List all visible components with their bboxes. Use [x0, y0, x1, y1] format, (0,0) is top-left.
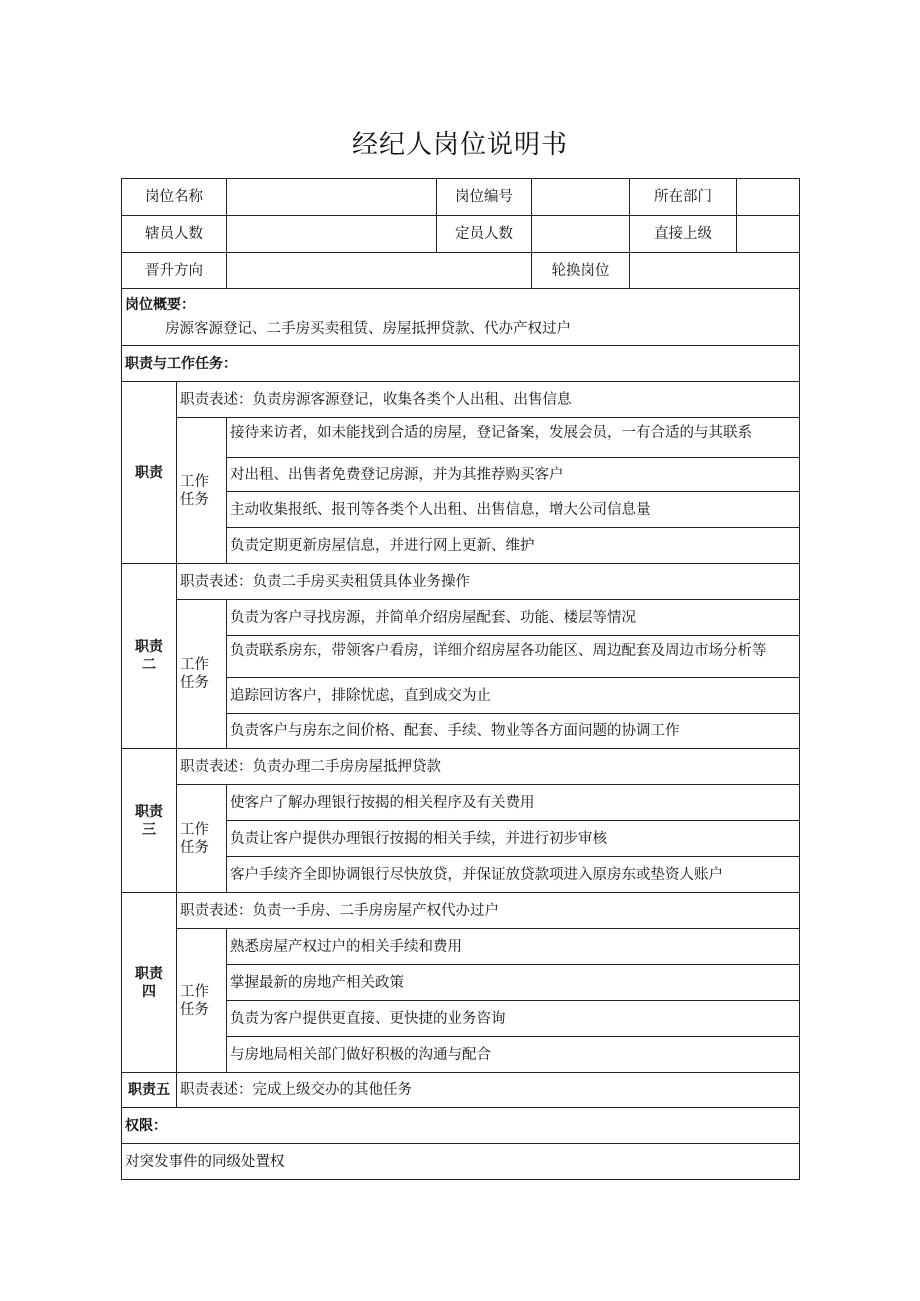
duty-2-task-label: 工作 任务 — [177, 600, 227, 749]
subordinates-label: 辖员人数 — [122, 216, 227, 253]
headcount-value[interactable] — [532, 216, 630, 253]
duty-2-task-2: 负责联系房东，带领客户看房，详细介绍房屋各功能区、周边配套及周边市场分析等 — [227, 636, 800, 678]
overview-row — [122, 289, 800, 346]
duty-3-label: 职责 三 — [122, 749, 177, 893]
duty-5-label: 职责五 — [122, 1073, 177, 1108]
promotion-value[interactable] — [227, 253, 532, 289]
rotation-label: 轮换岗位 — [532, 253, 630, 289]
promotion-label: 晋升方向 — [122, 253, 227, 289]
duty-4-statement-row — [122, 893, 800, 929]
duties-heading: 职责与工作任务： — [122, 346, 800, 382]
duty-4-task-4: 与房地局相关部门做好积极的沟通与配合 — [227, 1037, 800, 1073]
authority-heading-row — [122, 1108, 800, 1144]
duty-1-label: 职责 — [122, 382, 177, 564]
authority-row — [122, 1144, 800, 1180]
duty-2-task-1: 负责为客户寻找房源，并简单介绍房屋配套、功能、楼层等情况 — [227, 600, 800, 636]
authority-label: 权限： — [122, 1108, 800, 1144]
duty-1-task-4: 负责定期更新房屋信息，并进行网上更新、维护 — [227, 528, 800, 564]
header-row-1 — [122, 179, 800, 216]
duty-4-task-label: 工作 任务 — [177, 929, 227, 1073]
department-value[interactable] — [737, 179, 799, 215]
position-name-value[interactable] — [227, 179, 437, 216]
headcount-label: 定员人数 — [437, 216, 532, 253]
duty-3-task-2: 负责让客户提供办理银行按揭的相关手续，并进行初步审核 — [227, 821, 800, 857]
authority-text: 对突发事件的同级处置权 — [122, 1144, 800, 1180]
position-no-label: 岗位编号 — [437, 179, 532, 216]
duty-5-row — [122, 1073, 800, 1108]
supervisor-value[interactable] — [737, 216, 799, 252]
header-row-3 — [122, 253, 800, 289]
duty-2-statement: 职责表述：负责二手房买卖租赁具体业务操作 — [177, 564, 800, 600]
duty-3-task-1: 使客户了解办理银行按揭的相关程序及有关费用 — [227, 785, 800, 821]
position-no-value[interactable] — [532, 179, 630, 216]
duty-1-task-row — [122, 418, 800, 458]
position-name-label: 岗位名称 — [122, 179, 227, 216]
header-row-2 — [122, 216, 800, 253]
duty-4-task-2: 掌握最新的房地产相关政策 — [227, 965, 800, 1001]
duty-3-task-label: 工作 任务 — [177, 785, 227, 893]
duty-1-task-2: 对出租、出售者免费登记房源，并为其推荐购买客户 — [227, 458, 800, 492]
duties-heading-row — [122, 346, 800, 382]
subordinates-value[interactable] — [227, 216, 437, 253]
duty-3-statement: 职责表述：负责办理二手房房屋抵押贷款 — [177, 749, 800, 785]
duty-2-statement-row — [122, 564, 800, 600]
duty-3-task-row — [122, 785, 800, 821]
duty-2-task-row — [122, 600, 800, 636]
duty-4-statement: 职责表述：负责一手房、二手房房屋产权代办过户 — [177, 893, 800, 929]
overview-label: 岗位概要： — [125, 297, 195, 313]
supervisor-label: 直接上级 — [630, 216, 737, 252]
duty-1-task-1: 接待来访者，如未能找到合适的房屋，登记备案，发展会员，一有合适的与其联系 — [227, 418, 800, 458]
duty-3-task-3: 客户手续齐全即协调银行尽快放贷，并保证放贷款项进入原房东或垫资人账户 — [227, 857, 800, 893]
duty-1-task-3: 主动收集报纸、报刊等各类个人出租、出售信息，增大公司信息量 — [227, 492, 800, 528]
department-label: 所在部门 — [630, 179, 737, 215]
duty-1-task-label: 工作 任务 — [177, 418, 227, 564]
duty-4-task-3: 负责为客户提供更直接、更快捷的业务咨询 — [227, 1001, 800, 1037]
duty-2-task-4: 负责客户与房东之间价格、配套、手续、物业等各方面问题的协调工作 — [227, 714, 800, 749]
overview-text: 房源客源登记、二手房买卖租赁、房屋抵押贷款、代办产权过户 — [165, 321, 571, 337]
duty-2-task-3: 追踪回访客户，排除忧虑，直到成交为止 — [227, 678, 800, 714]
rotation-value[interactable] — [630, 253, 800, 289]
duty-4-task-row — [122, 929, 800, 965]
duty-5-statement: 职责表述：完成上级交办的其他任务 — [177, 1073, 800, 1108]
job-description-table — [121, 178, 800, 1180]
duty-4-label: 职责 四 — [122, 893, 177, 1073]
duty-2-label: 职责 二 — [122, 564, 177, 749]
duty-3-statement-row — [122, 749, 800, 785]
duty-1-statement-row — [122, 382, 800, 418]
duty-4-task-1: 熟悉房屋产权过户的相关手续和费用 — [227, 929, 800, 965]
duty-1-statement: 职责表述：负责房源客源登记，收集各类个人出租、出售信息 — [177, 382, 800, 418]
document-title: 经纪人岗位说明书 — [351, 130, 568, 160]
